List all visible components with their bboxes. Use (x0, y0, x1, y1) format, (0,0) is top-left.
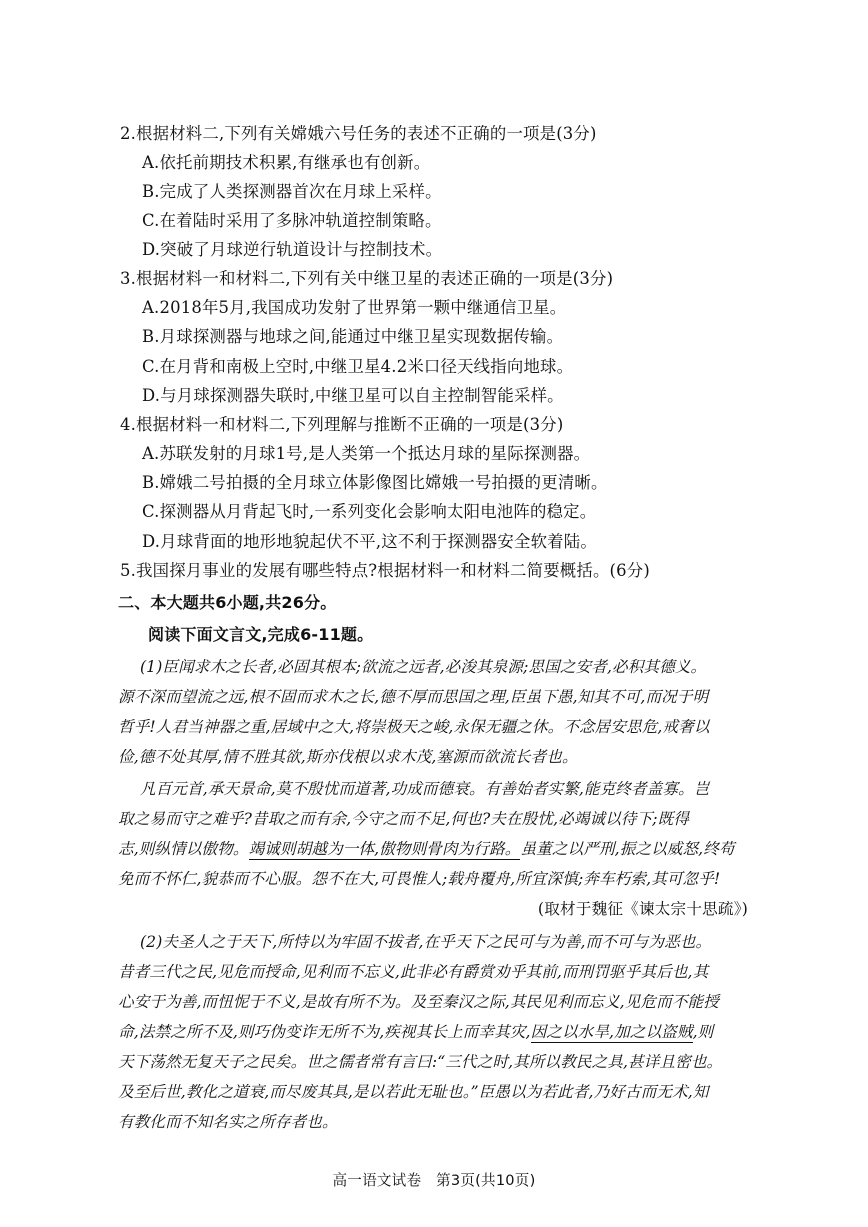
question-3-option-a: A.2018年5月,我国成功发射了世界第一颗中继通信卫星。 (142, 298, 567, 317)
passage-2-line-4-start: 命,法禁之所不及,则巧伪变诈无所不为,疾视其长上而幸其灾, (118, 1023, 531, 1041)
passage-1-line-3: 哲乎!人君当神器之重,居域中之大,将崇极天之峻,永保无疆之休。不念居安思危,戒奢以 (118, 718, 710, 736)
page-footer: 高一语文试卷 第3页(共10页) (332, 1172, 536, 1189)
passage-1-line-7-end: 虽董之以严刑,振之以威怒,终苟 (520, 840, 735, 858)
passage-2-line-5: 天下荡然无复天子之民矣。世之儒者常有言曰:“三代之时,其所以教民之具,甚详且密也。 (118, 1053, 723, 1071)
passage-2-line-4 (118, 1021, 713, 1043)
question-4-option-a: A.苏联发射的月球1号,是人类第一个抵达月球的星际探测器。 (142, 444, 591, 463)
passage-1-line-7 (118, 838, 735, 860)
question-2-option-a: A.依托前期技术积累,有继承也有创新。 (142, 153, 431, 172)
passage-2-line-2: 昔者三代之民,见危而授命,见利而不忘义,此非必有爵赏劝乎其前,而刑罚驱乎其后也,其 (118, 963, 709, 981)
question-3-option-d: D.与月球探测器失联时,中继卫星可以自主控制智能采样。 (142, 386, 564, 405)
passage-2-line-6: 及至后世,教化之道衰,而尽废其具,是以若此无耻也。”臣愚以为若此者,乃好古而无术,知 (118, 1083, 709, 1101)
passage-2-line-7: 有教化而不知名实之所存者也。 (118, 1113, 338, 1131)
question-2-option-b: B.完成了人类探测器首次在月球上采样。 (142, 182, 442, 201)
underlined-sentence-1: 竭诚则胡越为一体,傲物则骨肉为行路。 (248, 840, 521, 858)
passage-2-line-3: 心安于为善,而忸怩于不义,是故有所不为。及至秦汉之际,其民见利而忘义,见危而不能授 (118, 993, 719, 1011)
question-3-stem: 3.根据材料一和材料二,下列有关中继卫星的表述正确的一项是(3分) (120, 269, 614, 288)
question-4-option-b: B.嫦娥二号拍摄的全月球立体影像图比嫦娥一号拍摄的更清晰。 (142, 473, 608, 492)
underlined-sentence-2: 因之以水旱,加之以盗贼 (530, 1023, 693, 1041)
question-3-option-c: C.在月背和南极上空时,中继卫星4.2米口径天线指向地球。 (142, 357, 574, 376)
passage-1-line-5: 凡百元首,承天景命,莫不殷忧而道著,功成而德衰。有善始者实繁,能克终者盖寡。岂 (140, 780, 710, 798)
question-2-option-c: C.在着陆时采用了多脉冲轨道控制策略。 (142, 211, 442, 230)
question-4-option-d: D.月球背面的地形地貌起伏不平,这不利于探测器安全软着陆。 (142, 532, 597, 551)
section-2-title: 二、本大题共6小题,共26分。 (118, 593, 337, 612)
passage-1-source: (取材于魏征《谏太宗十思疏》) (537, 900, 748, 918)
section-2-intro: 阅读下面文言文,完成6-11题。 (148, 625, 374, 644)
question-4-stem: 4.根据材料一和材料二,下列理解与推断不正确的一项是(3分) (120, 415, 564, 434)
question-3-option-b: B.月球探测器与地球之间,能通过中继卫星实现数据传输。 (142, 327, 564, 346)
passage-2-line-4-end: ,则 (692, 1023, 714, 1041)
passage-2-line-1: (2)夫圣人之于天下,所恃以为牢固不拔者,在乎天下之民可与为善,而不可与为恶也。 (140, 933, 712, 951)
passage-1-line-2: 源不深而望流之远,根不固而求木之长,德不厚而思国之理,臣虽下愚,知其不可,而况于明 (118, 688, 709, 706)
passage-1-line-6: 取之易而守之难乎?昔取之而有余,今守之而不足,何也?夫在殷忧,必竭诚以待下;既得 (118, 810, 690, 828)
question-5-stem: 5.我国探月事业的发展有哪些特点?根据材料一和材料二简要概括。(6分) (120, 561, 650, 580)
passage-1-line-7-start: 志,则纵情以傲物。 (118, 840, 249, 858)
question-4-option-c: C.探测器从月背起飞时,一系列变化会影响太阳电池阵的稳定。 (142, 502, 597, 521)
question-2-stem: 2.根据材料二,下列有关嫦娥六号任务的表述不正确的一项是(3分) (120, 124, 597, 143)
passage-1-line-1: (1)臣闻求木之长者,必固其根本;欲流之远者,必浚其泉源;思国之安者,必积其德义。 (140, 658, 707, 676)
passage-1-line-8: 免而不怀仁,貌恭而不心服。怨不在大,可畏惟人;载舟覆舟,所宜深慎;奔车朽索,其可忽乎! (118, 870, 721, 888)
passage-1-line-4: 俭,德不处其厚,情不胜其欲,斯亦伐根以求木茂,塞源而欲流长者也。 (118, 748, 578, 766)
question-2-option-d: D.突破了月球逆行轨道设计与控制技术。 (142, 240, 443, 259)
